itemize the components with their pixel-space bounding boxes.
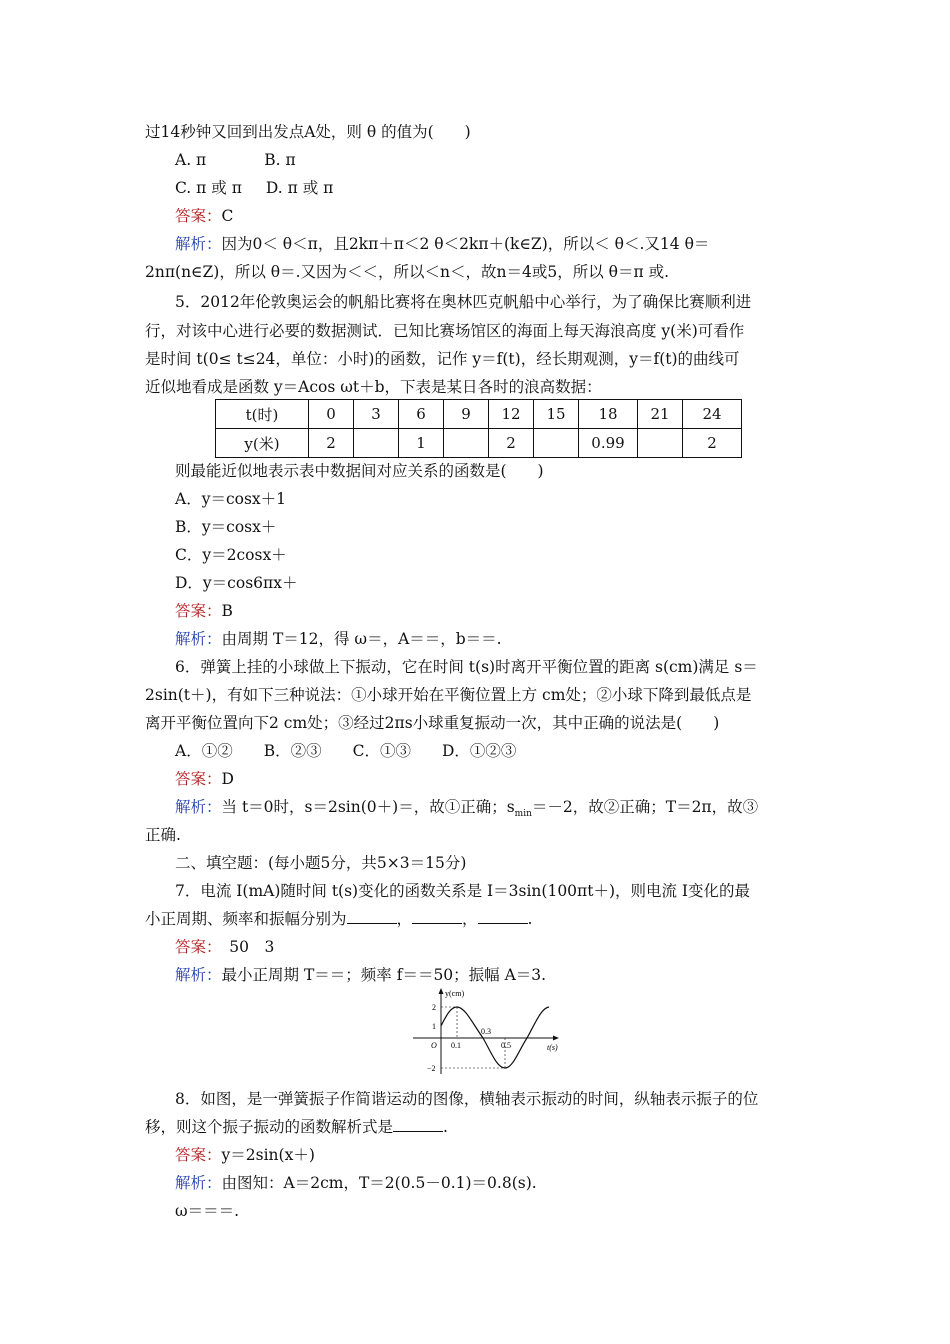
q8-analysis-text-2: ω＝＝＝. [175, 1202, 240, 1220]
oscillation-graph [413, 986, 563, 1076]
fill-blank [412, 907, 462, 924]
y-axis-arrow [439, 988, 444, 994]
table-cell: 2 [309, 429, 354, 458]
table-header-y: y(米) [216, 429, 309, 458]
tick-2: 2 [432, 1003, 436, 1012]
table-cell: 15 [534, 400, 579, 429]
q4-option-b: B. π [264, 151, 296, 169]
q4-analysis-text-1: 因为0＜ θ＜π，且2kπ＋π＜2 θ＜2kπ＋(k∈Z)，所以＜ θ＜.又14 θ＝ [221, 235, 710, 253]
wave-height-table [215, 399, 742, 458]
answer-label: 答案： [175, 770, 222, 788]
table-cell: 0.99 [579, 429, 638, 458]
answer-label: 答案： [175, 1146, 222, 1164]
q5-analysis [175, 625, 502, 653]
table-cell: 2 [683, 429, 742, 458]
q7-separator: ， [396, 910, 413, 928]
q4-stem: 过14秒钟又回到出发点A处，则 θ 的值为( ) [145, 123, 471, 141]
table-cell: 12 [489, 400, 534, 429]
tick-neg2: −2 [427, 1064, 436, 1073]
q5-answer [175, 597, 233, 625]
table-cell: 2 [489, 429, 534, 458]
q6-analysis-text-a: 当 t＝0时，s＝2sin(0＋)＝，故①正确；s [221, 798, 515, 816]
answer-label: 答案： [175, 207, 222, 225]
q4-options-cd [175, 174, 333, 202]
q8-end: . [443, 1118, 448, 1136]
q5-after-table: 则最能近似地表示表中数据间对应关系的函数是( ) [175, 462, 544, 480]
q7-answer-value: 50 3 [213, 938, 275, 956]
q6-options: A．①② B．②③ C．①③ D．①②③ [175, 742, 517, 760]
q6-analysis [175, 793, 758, 821]
analysis-label: 解析： [175, 966, 222, 984]
table-cell [638, 429, 683, 458]
q7-analysis [175, 961, 546, 989]
fill-blank [393, 1115, 443, 1132]
origin-label: O [431, 1041, 437, 1050]
analysis-label: 解析： [175, 1174, 222, 1192]
fill-blank [347, 907, 397, 924]
table-cell: 18 [579, 400, 638, 429]
analysis-label: 解析： [175, 235, 222, 253]
q5-option-b: B．y＝cosx＋ [175, 518, 277, 536]
analysis-label: 解析： [175, 798, 222, 816]
y-axis-label: y(cm) [445, 989, 465, 998]
q5-stem-4: 近似地看成是函数 y＝Acos ωt＋b，下表是某日各时的浪高数据： [145, 378, 602, 396]
q4-option-d: D. π 或 π [265, 179, 334, 197]
table-header-t: t(时) [216, 400, 309, 429]
q8-stem-2-text: 移，则这个振子振动的函数解析式是 [145, 1118, 394, 1136]
table-cell: 1 [399, 429, 444, 458]
table-cell: 21 [638, 400, 683, 429]
q5-option-a: A．y＝cosx＋1 [175, 490, 287, 508]
q8-analysis [175, 1169, 537, 1197]
q4-analysis [175, 230, 709, 258]
q4-answer-value: C [221, 207, 234, 225]
q7-stem-2-text: 小正周期、频率和振幅分别为 [145, 910, 347, 928]
tick-1: 1 [432, 1022, 436, 1031]
q7-stem-2 [145, 905, 532, 933]
label-0-5: 0.5 [501, 1041, 511, 1050]
q7-end: . [527, 910, 533, 928]
analysis-label: 解析： [175, 630, 222, 648]
fill-blank [478, 907, 528, 924]
x-axis-arrow [553, 1036, 559, 1041]
q5-stem-3: 是时间 t(0≤ t≤24，单位：小时)的函数，记作 y＝f(t)，经长期观测，y＝f(t)的曲线可 [145, 350, 740, 368]
q4-option-c: C. π 或 π [175, 179, 242, 197]
q8-answer [175, 1141, 315, 1169]
q4-options-ab [175, 146, 296, 174]
answer-label: 答案： [175, 602, 222, 620]
q8-analysis-text-1: 由图知：A＝2cm，T＝2(0.5－0.1)＝0.8(s). [221, 1174, 537, 1192]
q6-analysis-text-b: ＝－2，故②正确；T＝2π，故③ [531, 798, 759, 816]
answer-label: 答案： [175, 938, 214, 956]
q7-answer [175, 933, 274, 961]
table-row [216, 429, 742, 458]
q8-stem-2 [145, 1113, 448, 1141]
table-cell: 24 [683, 400, 742, 429]
table-cell: 6 [399, 400, 444, 429]
q7-analysis-text: 最小正周期 T＝＝；频率 f＝＝50；振幅 A＝3. [221, 966, 547, 984]
q7-separator: ， [462, 910, 478, 928]
q6-stem-3: 离开平衡位置向下2 cm处；③经过2πs小球重复振动一次，其中正确的说法是( ) [145, 714, 720, 732]
table-cell [354, 429, 399, 458]
x-axis-label: t(s) [547, 1043, 558, 1052]
table-cell [444, 429, 489, 458]
q8-answer-value: y＝2sin(x＋) [221, 1146, 315, 1164]
table-cell [534, 429, 579, 458]
q6-analysis-text-2: 正确. [145, 826, 181, 844]
section-heading: 二、填空题：(每小题5分，共5×3＝15分) [175, 854, 467, 872]
q5-analysis-text: 由周期 T＝12，得 ω＝，A＝＝，b＝＝. [221, 630, 502, 648]
label-0-1: 0.1 [451, 1041, 461, 1050]
q4-option-a: A. π [175, 151, 207, 169]
q6-stem-2: 2sin(t＋)，有如下三种说法：①小球开始在平衡位置上方 cm处；②小球下降到最低点是 [145, 686, 752, 704]
table-cell: 9 [444, 400, 489, 429]
q5-stem-1: 5．2012年伦敦奥运会的帆船比赛将在奥林匹克帆船中心举行，为了确保比赛顺利进 [175, 293, 752, 311]
q6-analysis-subscript: min [514, 809, 532, 820]
table-cell: 0 [309, 400, 354, 429]
q5-option-d: D．y＝cos6πx＋ [175, 574, 298, 592]
q6-stem-1: 6．弹簧上挂的小球做上下振动，它在时间 t(s)时离开平衡位置的距离 s(cm)满足 s＝ [175, 658, 758, 676]
q5-answer-value: B [221, 602, 233, 620]
q4-answer [175, 202, 233, 230]
q7-stem-1: 7．电流 I(mA)随时间 t(s)变化的函数关系是 I＝3sin(100πt＋)，则电流 I变化的最 [175, 882, 751, 900]
table-cell: 3 [354, 400, 399, 429]
q4-analysis-text-2: 2nπ(n∈Z)，所以 θ＝.又因为＜＜，所以＜n＜，故n＝4或5，所以 θ＝π 或. [145, 263, 670, 281]
q6-answer [175, 765, 234, 793]
label-0-3: 0.3 [481, 1027, 491, 1036]
q5-option-c: C．y＝2cosx＋ [175, 546, 287, 564]
q6-answer-value: D [221, 770, 234, 788]
table-row [216, 400, 742, 429]
q8-stem-1: 8．如图，是一弹簧振子作简谐运动的图像，横轴表示振动的时间，纵轴表示振子的位 [175, 1090, 759, 1108]
q5-stem-2: 行，对该中心进行必要的数据测试．已知比赛场馆区的海面上每天海浪高度 y(米)可看作 [145, 322, 745, 340]
